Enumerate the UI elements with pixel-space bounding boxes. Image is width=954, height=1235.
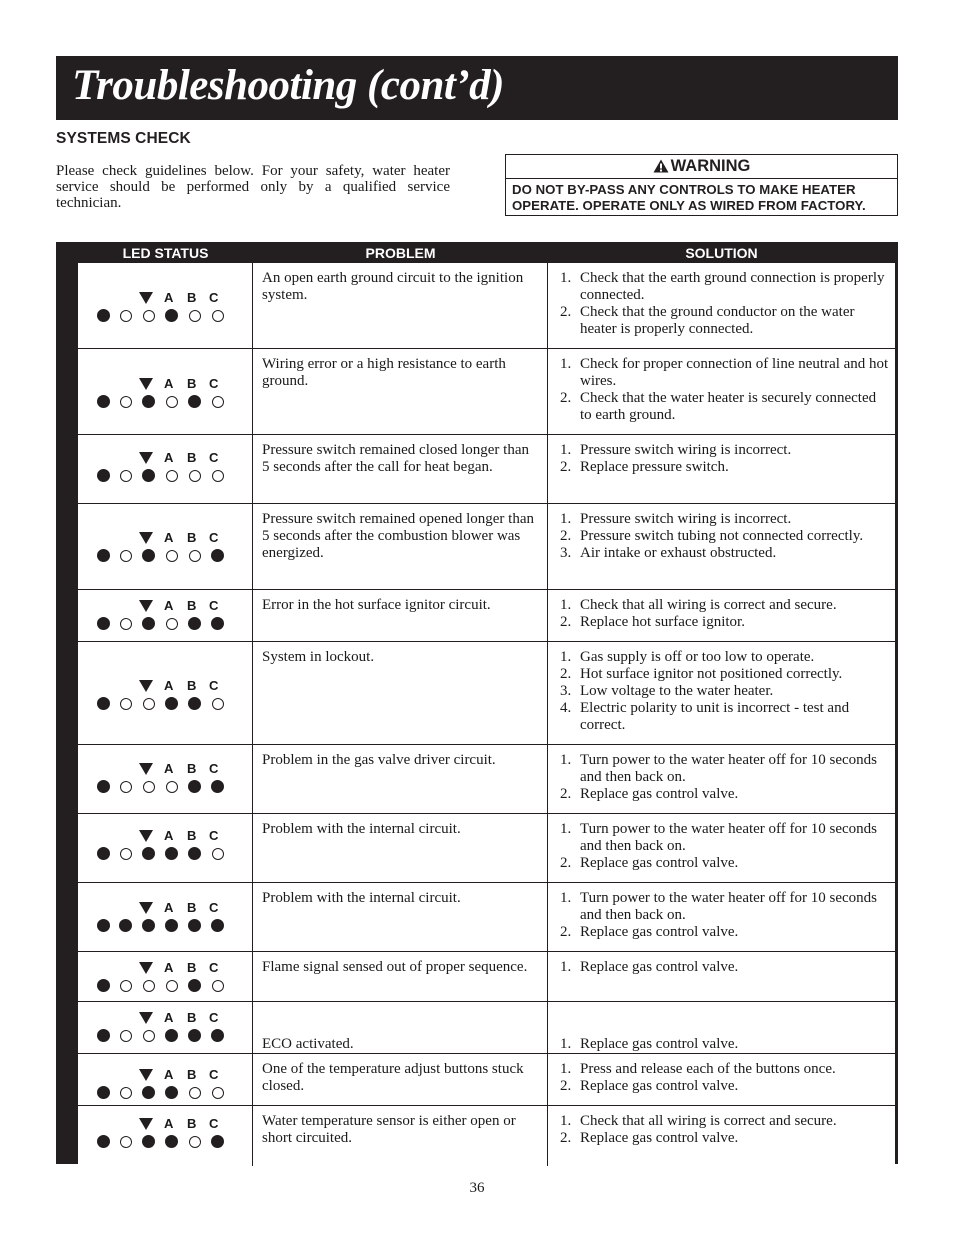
problem-cell: One of the temperature adjust buttons stuck closed. xyxy=(253,1054,548,1105)
led-on-icon xyxy=(211,780,224,793)
warning-text: DO NOT BY-PASS ANY CONTROLS TO MAKE HEATER OPERATE. OPERATE ONLY AS WIRED FROM FACTORY. xyxy=(512,182,866,213)
led-on-icon xyxy=(165,1029,178,1042)
led-on-icon xyxy=(165,847,178,860)
solution-cell xyxy=(548,349,895,434)
indicator-arrow-icon xyxy=(139,452,153,464)
led-on-icon xyxy=(97,395,110,408)
table-row xyxy=(78,349,895,435)
solution-item: 1. Check that the earth ground connection is properly connected. xyxy=(560,270,885,303)
led-on-icon xyxy=(97,1135,110,1148)
led-status-cell xyxy=(78,883,253,951)
solution-item: 3. Air intake or exhaust obstructed. xyxy=(560,545,777,561)
led-status-cell xyxy=(78,263,253,348)
table-row xyxy=(78,504,895,590)
led-on-icon xyxy=(97,847,110,860)
table-row xyxy=(78,1106,895,1166)
solution-item: 2. Replace gas control valve. xyxy=(560,786,739,802)
solution-cell xyxy=(548,883,895,951)
solution-cell xyxy=(548,814,895,882)
solution-cell xyxy=(548,590,895,641)
led-indicator xyxy=(97,960,223,994)
led-status-cell xyxy=(78,1002,253,1053)
led-indicator xyxy=(97,1116,223,1150)
led-label: C xyxy=(209,530,219,545)
led-on-icon xyxy=(97,1086,110,1099)
led-label: A xyxy=(164,960,174,975)
solution-item: 1. Turn power to the water heater off for 10 seconds and then back on. xyxy=(560,890,878,923)
led-on-icon xyxy=(142,617,155,630)
table-row xyxy=(78,1002,895,1054)
led-indicator xyxy=(97,530,223,564)
warning-triangle-icon xyxy=(653,159,669,173)
led-off-icon xyxy=(120,396,132,408)
led-off-icon xyxy=(166,781,178,793)
led-on-icon xyxy=(142,549,155,562)
led-on-icon xyxy=(211,549,224,562)
solution-cell xyxy=(548,504,895,589)
problem-cell: An open earth ground circuit to the ignition system. xyxy=(253,263,548,348)
led-status-cell xyxy=(78,952,253,1001)
solution-item: 2. Replace gas control valve. xyxy=(560,1078,739,1094)
solution-item: 2. Replace pressure switch. xyxy=(560,459,729,475)
led-on-icon xyxy=(142,919,155,932)
led-off-icon xyxy=(189,1136,201,1148)
solution-cell xyxy=(548,1054,895,1105)
led-label: C xyxy=(209,900,219,915)
led-off-icon xyxy=(143,1030,155,1042)
led-off-icon xyxy=(143,980,155,992)
led-on-icon xyxy=(119,919,132,932)
led-off-icon xyxy=(166,470,178,482)
led-label: C xyxy=(209,450,219,465)
table-row xyxy=(78,814,895,883)
led-off-icon xyxy=(120,698,132,710)
problem-cell: Wiring error or a high resistance to earth ground. xyxy=(253,349,548,434)
table-header xyxy=(56,242,898,263)
indicator-arrow-icon xyxy=(139,600,153,612)
problem-cell: ECO activated. xyxy=(253,1002,548,1053)
led-label: C xyxy=(209,1010,219,1025)
led-on-icon xyxy=(97,1029,110,1042)
led-label: B xyxy=(187,1010,197,1025)
led-label: B xyxy=(187,1067,197,1082)
led-label: B xyxy=(187,598,197,613)
led-label: B xyxy=(187,761,197,776)
header-solution: SOLUTION xyxy=(685,245,758,261)
led-off-icon xyxy=(120,550,132,562)
solution-cell xyxy=(548,642,895,744)
led-off-icon xyxy=(212,310,224,322)
indicator-arrow-icon xyxy=(139,1012,153,1024)
led-on-icon xyxy=(188,395,201,408)
problem-cell: Pressure switch remained opened longer than 5 seconds after the combustion blower was energized. xyxy=(253,504,548,589)
led-off-icon xyxy=(189,550,201,562)
led-off-icon xyxy=(166,618,178,630)
page-number: 36 xyxy=(469,1180,485,1196)
led-on-icon xyxy=(165,309,178,322)
led-status-cell xyxy=(78,590,253,641)
led-label: A xyxy=(164,598,174,613)
led-label: B xyxy=(187,450,197,465)
led-off-icon xyxy=(166,396,178,408)
led-on-icon xyxy=(211,919,224,932)
led-on-icon xyxy=(165,1086,178,1099)
led-on-icon xyxy=(211,617,224,630)
led-label: B xyxy=(187,900,197,915)
led-on-icon xyxy=(142,847,155,860)
table-row xyxy=(78,745,895,814)
led-off-icon xyxy=(166,550,178,562)
led-label: B xyxy=(187,376,197,391)
led-status-cell xyxy=(78,814,253,882)
led-label: A xyxy=(164,1010,174,1025)
led-status-cell xyxy=(78,1054,253,1105)
led-on-icon xyxy=(188,847,201,860)
led-on-icon xyxy=(188,1029,201,1042)
header-problem: PROBLEM xyxy=(365,245,436,261)
led-off-icon xyxy=(120,310,132,322)
problem-cell: Pressure switch remained closed longer than 5 seconds after the call for heat began. xyxy=(253,435,548,503)
solution-item: 1. Replace gas control valve. xyxy=(560,1036,739,1052)
indicator-arrow-icon xyxy=(139,1069,153,1081)
led-off-icon xyxy=(189,470,201,482)
indicator-arrow-icon xyxy=(139,830,153,842)
led-on-icon xyxy=(211,1135,224,1148)
led-on-icon xyxy=(188,697,201,710)
led-label: B xyxy=(187,960,197,975)
solution-cell xyxy=(548,1002,895,1053)
led-label: A xyxy=(164,900,174,915)
solution-item: 2. Pressure switch tubing not connected correctly. xyxy=(560,528,864,544)
solution-item: 1. Press and release each of the buttons once. xyxy=(560,1061,836,1077)
led-label: A xyxy=(164,1067,174,1082)
led-off-icon xyxy=(212,848,224,860)
indicator-arrow-icon xyxy=(139,902,153,914)
section-heading: SYSTEMS CHECK xyxy=(56,130,191,147)
led-label: C xyxy=(209,376,219,391)
table-body xyxy=(78,263,895,1166)
table-row xyxy=(78,1054,895,1106)
led-off-icon xyxy=(212,1087,224,1099)
problem-cell: Problem with the internal circuit. xyxy=(253,814,548,882)
solution-item: 2. Check that the water heater is securely connected to earth ground. xyxy=(560,390,877,423)
led-on-icon xyxy=(188,979,201,992)
solution-cell xyxy=(548,745,895,813)
led-off-icon xyxy=(212,980,224,992)
led-label: C xyxy=(209,828,219,843)
page-title: Troubleshooting (cont’d) xyxy=(72,62,504,109)
led-status-cell xyxy=(78,642,253,744)
warning-heading: WARNING xyxy=(670,157,751,175)
led-label: A xyxy=(164,761,174,776)
warning-header xyxy=(506,155,897,179)
indicator-arrow-icon xyxy=(139,763,153,775)
led-on-icon xyxy=(188,919,201,932)
led-label: B xyxy=(187,1116,197,1131)
solution-item: 2. Hot surface ignitor not positioned correctly. xyxy=(560,666,843,682)
led-off-icon xyxy=(143,698,155,710)
led-status-cell xyxy=(78,745,253,813)
led-indicator xyxy=(97,828,223,862)
table-row xyxy=(78,435,895,504)
led-indicator xyxy=(97,376,223,410)
led-on-icon xyxy=(97,919,110,932)
led-off-icon xyxy=(143,781,155,793)
table-row xyxy=(78,642,895,745)
indicator-arrow-icon xyxy=(139,962,153,974)
solution-item: 1. Replace gas control valve. xyxy=(560,959,739,975)
indicator-arrow-icon xyxy=(139,292,153,304)
led-on-icon xyxy=(97,697,110,710)
led-on-icon xyxy=(188,780,201,793)
solution-item: 2. Replace hot surface ignitor. xyxy=(560,614,745,630)
solution-item: 1. Check for proper connection of line neutral and hot wires. xyxy=(560,356,889,389)
solution-item: 1. Check that all wiring is correct and secure. xyxy=(560,597,837,613)
led-on-icon xyxy=(97,469,110,482)
led-label: A xyxy=(164,828,174,843)
led-label: A xyxy=(164,290,174,305)
led-indicator xyxy=(97,1010,223,1044)
led-indicator xyxy=(97,678,223,712)
led-off-icon xyxy=(120,618,132,630)
led-on-icon xyxy=(97,979,110,992)
solution-item: 1. Pressure switch wiring is incorrect. xyxy=(560,442,792,458)
indicator-arrow-icon xyxy=(139,1118,153,1130)
led-indicator xyxy=(97,290,223,324)
led-on-icon xyxy=(142,469,155,482)
solution-item: 1. Turn power to the water heater off for 10 seconds and then back on. xyxy=(560,752,878,785)
indicator-arrow-icon xyxy=(139,680,153,692)
led-off-icon xyxy=(166,980,178,992)
led-off-icon xyxy=(120,781,132,793)
led-status-cell xyxy=(78,435,253,503)
problem-cell: Flame signal sensed out of proper sequence. xyxy=(253,952,548,1001)
led-off-icon xyxy=(189,1087,201,1099)
led-off-icon xyxy=(212,396,224,408)
solution-cell xyxy=(548,952,895,1001)
led-label: A xyxy=(164,1116,174,1131)
led-on-icon xyxy=(142,1086,155,1099)
led-off-icon xyxy=(143,310,155,322)
indicator-arrow-icon xyxy=(139,532,153,544)
warning-box xyxy=(505,154,898,216)
led-label: B xyxy=(187,290,197,305)
led-indicator xyxy=(97,900,223,934)
led-label: C xyxy=(209,598,219,613)
led-label: A xyxy=(164,450,174,465)
led-on-icon xyxy=(188,617,201,630)
led-label: C xyxy=(209,678,219,693)
table-row xyxy=(78,590,895,642)
led-label: A xyxy=(164,376,174,391)
problem-cell: System in lockout. xyxy=(253,642,548,744)
solution-cell xyxy=(548,1106,895,1166)
led-status-cell xyxy=(78,504,253,589)
problem-cell: Error in the hot surface ignitor circuit. xyxy=(253,590,548,641)
led-off-icon xyxy=(120,980,132,992)
led-on-icon xyxy=(165,919,178,932)
solution-item: 2. Check that the ground conductor on the water heater is properly connected. xyxy=(560,304,855,337)
solution-item: 3. Low voltage to the water heater. xyxy=(560,683,774,699)
led-status-cell xyxy=(78,349,253,434)
led-indicator xyxy=(97,598,223,632)
led-label: A xyxy=(164,530,174,545)
led-on-icon xyxy=(165,1135,178,1148)
led-label: C xyxy=(209,960,219,975)
led-on-icon xyxy=(97,549,110,562)
solution-item: 2. Replace gas control valve. xyxy=(560,924,739,940)
troubleshooting-table xyxy=(56,242,898,1164)
led-status-cell xyxy=(78,1106,253,1166)
led-off-icon xyxy=(120,848,132,860)
led-off-icon xyxy=(212,470,224,482)
solution-item: 1. Pressure switch wiring is incorrect. xyxy=(560,511,792,527)
led-indicator xyxy=(97,1067,223,1101)
led-on-icon xyxy=(211,1029,224,1042)
led-off-icon xyxy=(212,698,224,710)
header-led-status: LED STATUS xyxy=(122,245,209,261)
led-off-icon xyxy=(120,1030,132,1042)
led-label: C xyxy=(209,290,219,305)
led-on-icon xyxy=(97,309,110,322)
solution-item: 4. Electric polarity to unit is incorrect - test and correct. xyxy=(560,700,850,733)
problem-cell: Water temperature sensor is either open or short circuited. xyxy=(253,1106,548,1166)
problem-cell: Problem in the gas valve driver circuit. xyxy=(253,745,548,813)
solution-cell xyxy=(548,263,895,348)
indicator-arrow-icon xyxy=(139,378,153,390)
led-on-icon xyxy=(97,617,110,630)
solution-item: 1. Check that all wiring is correct and secure. xyxy=(560,1113,837,1129)
led-label: B xyxy=(187,678,197,693)
led-on-icon xyxy=(142,1135,155,1148)
led-on-icon xyxy=(97,780,110,793)
led-off-icon xyxy=(120,470,132,482)
led-off-icon xyxy=(189,310,201,322)
table-row xyxy=(78,952,895,1002)
led-indicator xyxy=(97,761,223,795)
solution-item: 1. Gas supply is off or too low to operate. xyxy=(560,649,815,665)
led-off-icon xyxy=(120,1136,132,1148)
led-on-icon xyxy=(165,697,178,710)
table-row xyxy=(78,263,895,349)
led-label: A xyxy=(164,678,174,693)
table-row xyxy=(78,883,895,952)
led-label: C xyxy=(209,1116,219,1131)
led-on-icon xyxy=(142,395,155,408)
solution-item: 2. Replace gas control valve. xyxy=(560,1130,739,1146)
title-bar xyxy=(56,56,898,120)
intro-text: Please check guidelines below. For your safety, water heater service should be performed only by a qualified service technician. xyxy=(56,163,450,211)
problem-cell: Problem with the internal circuit. xyxy=(253,883,548,951)
solution-item: 2. Replace gas control valve. xyxy=(560,855,739,871)
solution-item: 1. Turn power to the water heater off for 10 seconds and then back on. xyxy=(560,821,878,854)
led-off-icon xyxy=(120,1087,132,1099)
led-indicator xyxy=(97,450,223,484)
led-label: C xyxy=(209,761,219,776)
led-label: C xyxy=(209,1067,219,1082)
solution-cell xyxy=(548,435,895,503)
led-label: B xyxy=(187,828,197,843)
led-label: B xyxy=(187,530,197,545)
